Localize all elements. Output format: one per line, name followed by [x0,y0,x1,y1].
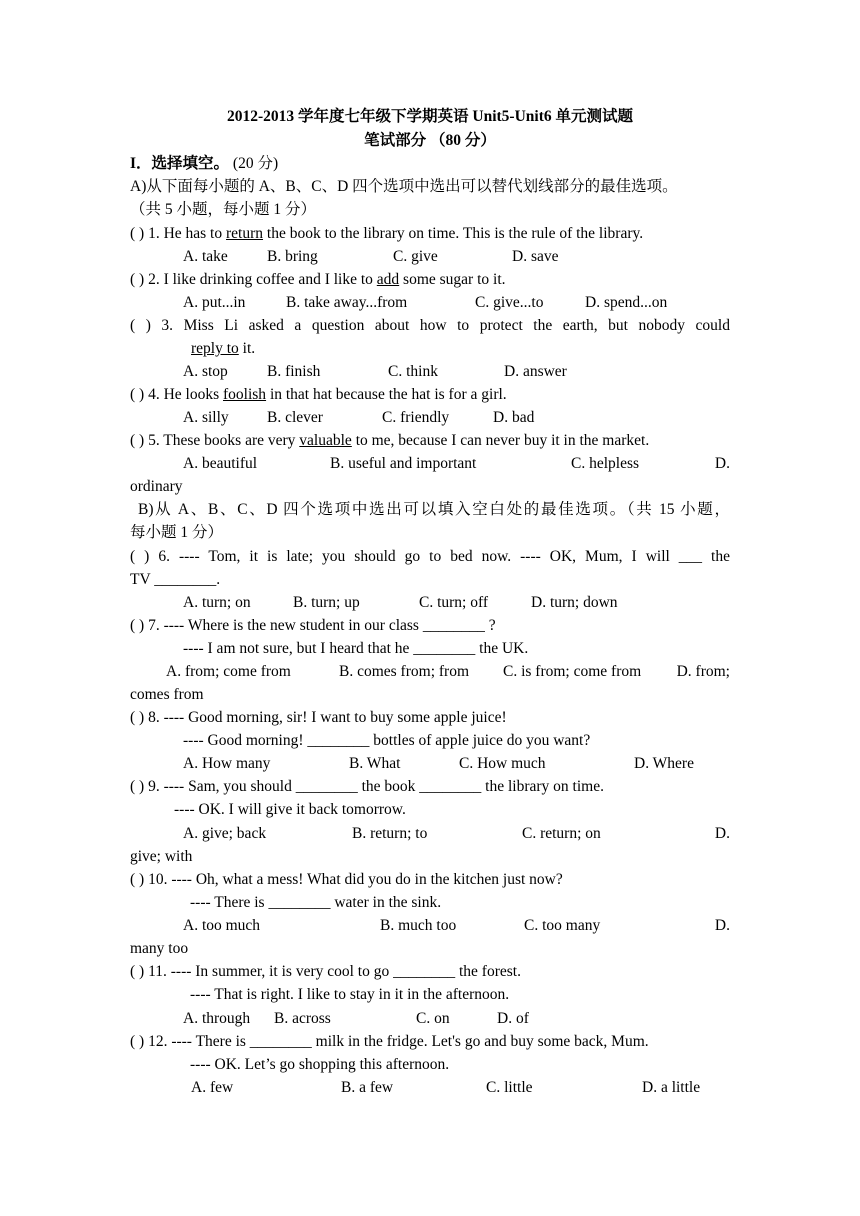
question-6: ( ) 6. ---- Tom, it is late; you should go to bed now. ---- OK, Mum, I will ___ the [130,548,730,565]
text-segment: C. friendly [382,409,450,426]
text-segment: C. give...to [475,294,544,311]
question-3: ( ) 3. Miss Li asked a question about how to protect the earth, but nobody could [130,317,730,334]
text-segment: ( ) 1. He has to [130,225,226,242]
text-segment: D. [714,917,730,934]
question-12-cont: ---- OK. Let’s go shopping this afternoon. [190,1056,450,1073]
text-segment: to me, because I can never buy it in the market. [351,432,650,449]
text-segment: C. too many [524,917,601,934]
text-segment: C. little [486,1079,533,1096]
part-a-instruction: A)从下面每小题的 A、B、C、D 四个选项中选出可以替代划线部分的最佳选项。 [130,178,678,195]
text-segment: C. How much [459,755,546,772]
text-segment: C. return; on [522,825,601,842]
text-segment: A. silly [183,409,229,426]
text-segment: C. give [393,248,438,265]
underlined-word: foolish [223,386,267,403]
text-segment: B. turn; up [293,594,360,611]
question-6-cont: TV ________. [130,571,221,588]
text-segment: A. turn; on [183,594,251,611]
text-segment: B. a few [341,1079,394,1096]
text-segment: A. from; come from [166,663,291,680]
text-segment: it. [238,340,256,357]
question-4 [130,385,507,405]
section-heading-label: I．选择填空。 [130,155,230,172]
text-segment: D. Where [634,755,694,772]
text-segment: D. [714,825,730,842]
text-segment: ( ) 2. I like drinking coffee and I like to [130,271,377,288]
underlined-word: return [226,225,264,242]
text-segment: C. turn; off [419,594,489,611]
text-segment: D. a little [642,1079,701,1096]
question-9: ( ) 9. ---- Sam, you should ________ the book ________ the library on time. [130,778,604,795]
text-segment: A. stop [183,363,228,380]
text-segment: D. answer [504,363,567,380]
question-10-cont: ---- There is ________ water in the sink. [190,894,442,911]
text-segment: B. comes from; from [339,663,470,680]
question-5-wrap: ordinary [130,478,183,495]
page-subtitle: 笔试部分 （80 分） [364,132,496,149]
question-12: ( ) 12. ---- There is ________ milk in the fridge. Let's go and buy some back, Mum. [130,1033,649,1050]
text-segment: A. through [183,1010,251,1027]
question-11-cont: ---- That is right. I like to stay in it in the afternoon. [190,986,510,1003]
text-segment: A. put...in [183,294,246,311]
question-8-cont: ---- Good morning! ________ bottles of apple juice do you want? [183,732,591,749]
underlined-word: valuable [299,432,352,449]
text-segment: B. return; to [352,825,428,842]
underlined-word: reply to [191,340,239,357]
question-7: ( ) 7. ---- Where is the new student in our class ________ ? [130,617,496,634]
text-segment: D. save [512,248,559,265]
question-11: ( ) 11. ---- In summer, it is very cool to go ________ the forest. [130,963,521,980]
text-segment: B. What [349,755,401,772]
text-segment: ( ) 4. He looks [130,386,223,403]
text-segment: A. few [191,1079,234,1096]
text-segment: D. of [497,1010,529,1027]
question-10-wrap: many too [130,940,189,957]
text-segment: B. finish [267,363,321,380]
text-segment: A. too much [183,917,261,934]
part-b-instruction: B)从 A、B、C、D 四个选项中选出可以填入空白处的最佳选项。（共 15 小题， [138,501,730,518]
text-segment: D. bad [493,409,535,426]
text-segment: A. give; back [183,825,267,842]
text-segment: B. across [274,1010,331,1027]
question-1 [130,224,643,244]
question-9-wrap: give; with [130,848,193,865]
text-segment: C. on [416,1010,450,1027]
underlined-word: add [376,271,400,288]
text-segment: D. [714,455,730,472]
text-segment: C. helpless [571,455,640,472]
text-segment: D. spend...on [585,294,668,311]
text-segment: B. take away...from [286,294,408,311]
text-segment: D. turn; down [531,594,618,611]
text-segment: the book to the library on time. This is the rule of the library. [263,225,644,242]
section-points: (20 分) [232,155,279,172]
text-segment: B. much too [380,917,457,934]
text-segment: C. think [388,363,438,380]
part-b-instruction-cont: 每小题 1 分） [130,524,224,541]
text-segment: in that hat because the hat is for a girl. [266,386,507,403]
part-a-instruction-cont: （共 5 小题，每小题 1 分） [130,201,317,218]
text-segment: D. from; [676,663,730,680]
question-7-cont: ---- I am not sure, but I heard that he ________ the UK. [183,640,529,657]
page-title: 2012-2013 学年度七年级下学期英语 Unit5-Unit6 单元测试题 [226,108,633,125]
section-heading [130,154,278,174]
question-7-wrap: comes from [130,686,204,703]
text-segment: some sugar to it. [399,271,506,288]
text-segment: A. beautiful [183,455,258,472]
text-segment: B. clever [267,409,323,426]
question-9-cont: ---- OK. I will give it back tomorrow. [174,801,406,818]
question-2 [130,270,506,290]
text-segment: ( ) 5. These books are very [130,432,300,449]
question-10: ( ) 10. ---- Oh, what a mess! What did you do in the kitchen just now? [130,871,563,888]
question-3-cont [191,339,255,359]
text-segment: B. bring [267,248,318,265]
text-segment: C. is from; come from [503,663,642,680]
text-segment: B. useful and important [330,455,477,472]
question-5 [130,431,649,451]
text-segment: A. take [183,248,228,265]
text-segment: A. How many [183,755,271,772]
question-8: ( ) 8. ---- Good morning, sir! I want to buy some apple juice! [130,709,507,726]
